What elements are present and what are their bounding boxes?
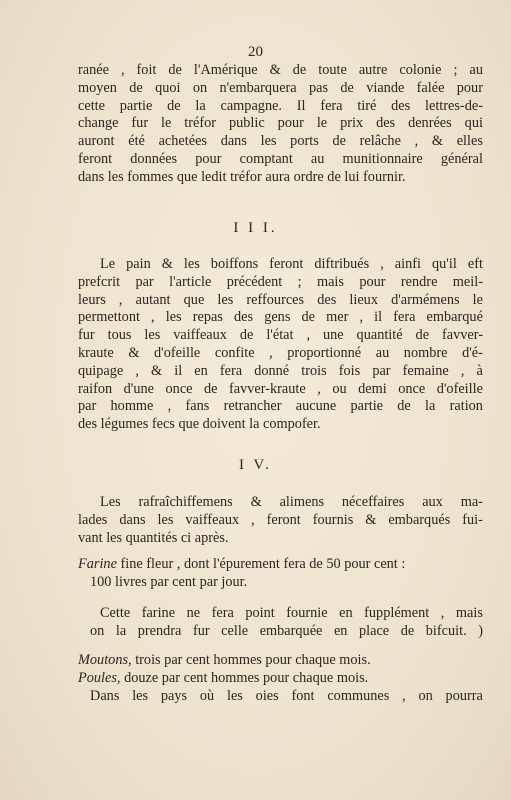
continuation-paragraph [78,62,483,187]
farine-entry [78,556,483,592]
poules-text: , douze par cent hommes pour chaque mois. [116,669,369,686]
text-line [78,670,483,688]
text-line: Le pain & les boiffons feront diftribués , ainfi qu'il eft [100,256,483,272]
section-4-intro [78,494,483,547]
text-line [78,652,483,670]
text-line: vant les quantités ci après. [78,529,229,546]
text-line: moyen de quoi on n'embarquera pas de viande falée pour [78,79,483,96]
text-line: dans les fommes que ledit tréfor aura ordre de lui fournir. [78,168,406,185]
text-line: quipage , & il en fera donné trois fois par femaine , à [78,362,483,379]
poules-term: Poules [78,669,117,686]
section-heading-4: I V. [238,457,273,473]
section-3-paragraph [78,256,483,434]
text-line: Cette farine ne fera point fournie en fupplément , mais [100,605,483,621]
text-line: on la prendra fur celle embarquée en place de bifcuit. ) [90,622,483,639]
text-line: leurs , autant que les reffources des lieux d'armémens le [78,291,483,308]
text-line: par homme , fans retrancher aucune partie de la ration [78,398,483,415]
text-line: cette partie de la campagne. Il fera tiré des lettres-de- [78,97,483,114]
farine-text: fine fleur , dont l'épurement fera de 50 pour cent : [120,556,406,572]
text-line: auront été achetées dans les ports de relâche , & elles [78,133,483,150]
moutons-term: Moutons [78,652,129,668]
text-line: Les rafraîchiffemens & alimens néceffaires aux ma- [100,494,483,510]
page-number: 20 [248,44,263,60]
text-line [78,556,483,574]
text-line: kraute & d'ofeille confite , proportionné au nombre d'é- [78,344,483,361]
text-line: 100 livres par cent par jour. [90,573,248,590]
text-line: prefcrit par l'article précédent ; mais pour rendre meil- [78,273,483,290]
section-heading-3: I I I. [233,220,278,236]
farine-note [78,605,483,641]
text-line: feront données pour comptant au munitionnaire général [78,150,483,167]
livestock-entries [78,652,483,705]
text-line: ranée , foit de l'Amérique & de toute autre colonie ; au [78,62,483,78]
text-line: permettont , les repas des gens de mer , il fera embarqué [78,309,483,326]
text-line: des légumes fecs que doivent la compofer. [78,416,321,433]
text-line: lades dans les vaiffeaux , feront fournis & embarqués fui- [78,511,483,528]
farine-term: Farine [78,556,117,572]
moutons-text: , trois par cent hommes pour chaque mois. [128,652,371,668]
text-line: Dans les pays où les oies font communes , on pourra [90,687,483,704]
text-line: fur tous les vaiffeaux de l'état , une quantité de favver- [78,327,483,344]
text-line: raifon d'une once de favver-kraute , ou demi once d'ofeille [78,380,483,397]
text-line: change fur le tréfor public pour le prix des denrées qui [78,115,483,132]
